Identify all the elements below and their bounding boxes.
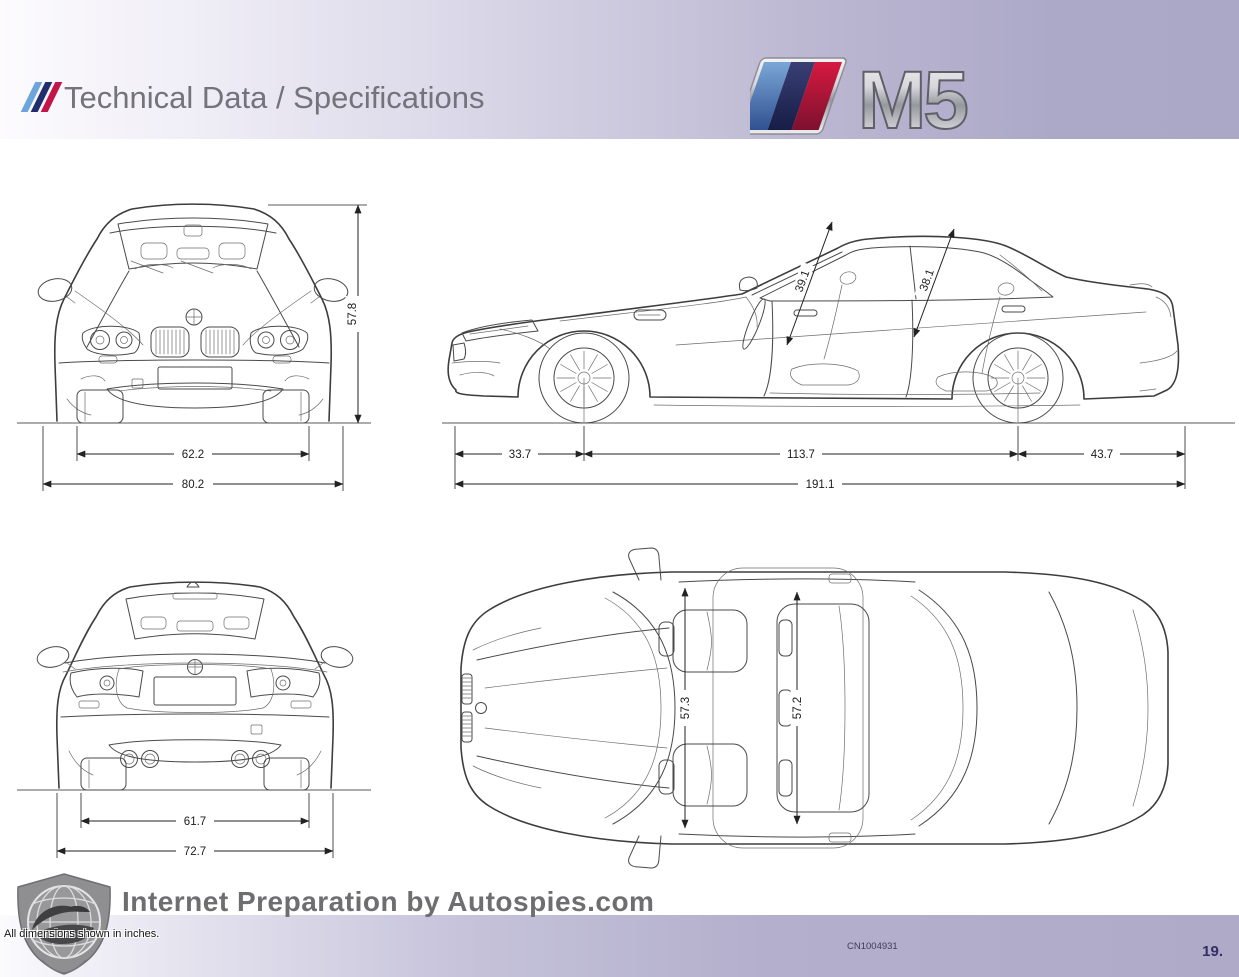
front-view-drawing xyxy=(15,193,375,500)
front-shoulder-dimension xyxy=(679,588,693,828)
dim-rear-track: 61.7 xyxy=(183,816,207,828)
dim-front-headroom: 39.1 xyxy=(793,268,813,294)
rear-right-mirror xyxy=(315,644,355,670)
bmw-roundel-icon xyxy=(186,309,202,325)
dim-rear-headroom: 38.1 xyxy=(917,267,937,293)
top-roundel-icon xyxy=(476,703,487,714)
autospies-shield-icon xyxy=(12,872,116,976)
rear-door-handle xyxy=(1002,306,1025,312)
rear-headroom-dimension xyxy=(914,229,954,337)
page-header xyxy=(0,0,1239,139)
rear-right-tire xyxy=(264,758,309,790)
front-headroom-dimension xyxy=(787,222,832,345)
dim-front-track: 62.2 xyxy=(181,449,205,461)
m5-badge-text: M5 xyxy=(858,56,966,140)
dim-front-shoulder: 57.3 xyxy=(680,696,692,720)
page-title: Technical Data / Specifications xyxy=(64,79,485,115)
top-front-seats xyxy=(659,610,747,806)
dim-overall-length: 191.1 xyxy=(805,479,835,491)
dim-height: 57.8 xyxy=(347,302,359,326)
rear-car-body xyxy=(35,582,354,790)
footer-bar xyxy=(0,915,1239,977)
title-row xyxy=(28,78,484,116)
rear-roundel-icon xyxy=(188,660,203,675)
front-license-plate xyxy=(158,367,232,389)
dim-wheelbase: 113.7 xyxy=(787,449,815,461)
length-dimensions xyxy=(455,378,1185,491)
rear-left-tire xyxy=(81,758,126,790)
rear-license-plate xyxy=(154,677,236,705)
side-car-body xyxy=(448,236,1178,423)
dim-rear-overhang: 43.7 xyxy=(1090,449,1114,461)
dim-rear-shoulder: 57.2 xyxy=(792,696,804,720)
front-car-body xyxy=(36,204,350,423)
front-track-dimension xyxy=(77,426,309,461)
rear-track-dimension xyxy=(81,793,309,828)
front-headlights xyxy=(82,326,308,363)
side-mirror xyxy=(739,277,757,291)
dim-front-width: 80.2 xyxy=(181,479,205,491)
side-interior xyxy=(739,267,1040,394)
steering-wheel xyxy=(739,297,769,351)
dim-front-overhang: 33.7 xyxy=(508,449,532,461)
side-view-drawing xyxy=(440,193,1239,500)
kidney-grilles xyxy=(151,327,239,357)
front-right-tire xyxy=(263,390,309,423)
watermark-text: Internet Preparation by Autospies.com xyxy=(122,886,655,917)
top-mirror-right xyxy=(629,836,661,868)
dim-rear-width: 72.7 xyxy=(183,846,207,858)
top-view-drawing xyxy=(445,538,1185,873)
units-note: All dimensions shown in inches. xyxy=(4,928,160,940)
rear-shoulder-dimension xyxy=(791,592,805,824)
page-number: 19. xyxy=(1202,943,1223,960)
document-code: CN1004931 xyxy=(847,941,898,952)
top-car-body xyxy=(461,548,1168,868)
rear-left-mirror xyxy=(35,644,75,670)
front-left-tire xyxy=(77,390,123,423)
rear-view-drawing xyxy=(15,575,375,875)
m5-badge-icon xyxy=(750,56,1002,140)
top-mirror-left xyxy=(629,548,661,580)
